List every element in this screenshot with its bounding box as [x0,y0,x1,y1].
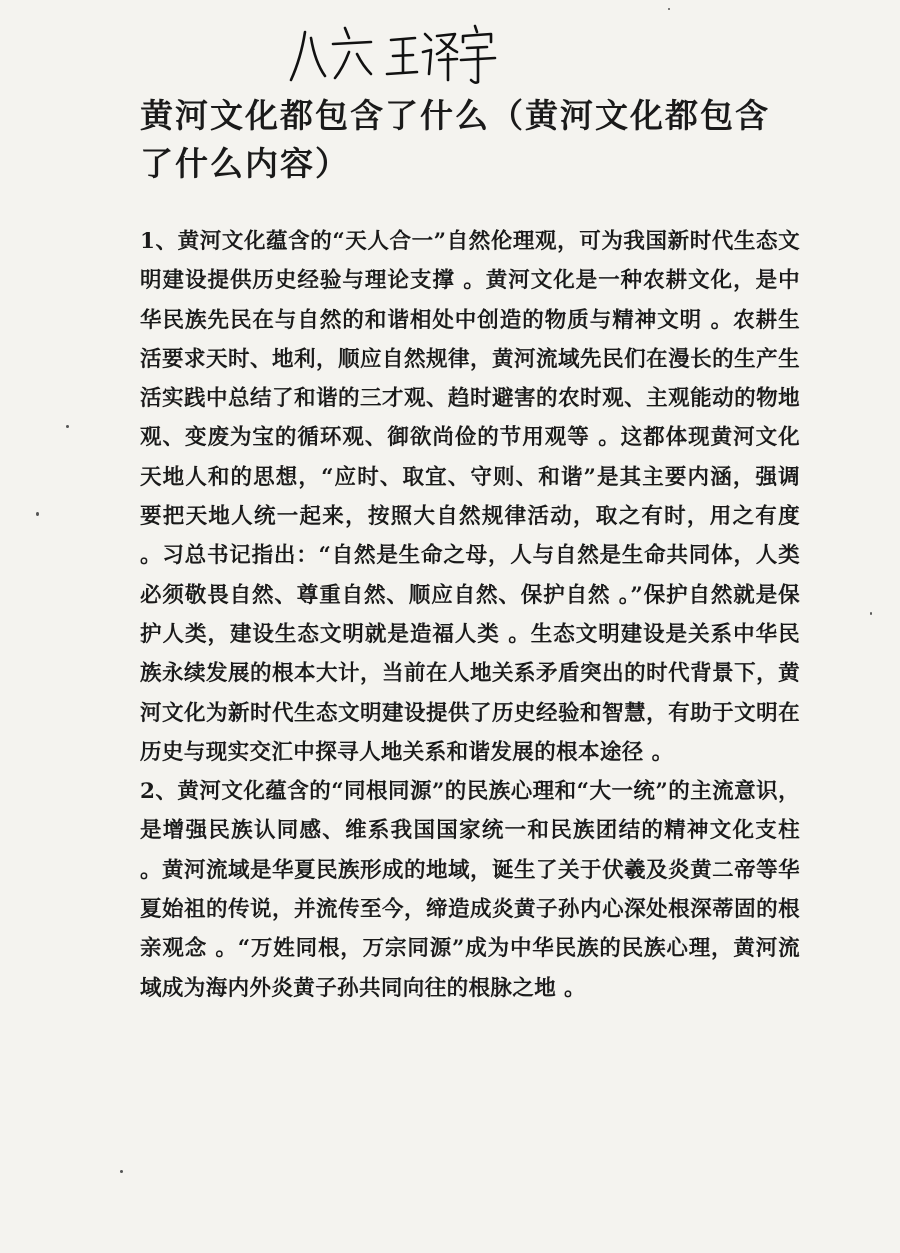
paragraph-2: 2、黄河文化蕴含的“同根同源”的民族心理和“大一统”的主流意识，是增强民族认同感、维系我国国家统一和民族团结的精神文化支柱 。黄河流域是华夏民族形成的地域，诞生了关于伏羲及炎黄二帝等华夏始祖的传说，并流传至今，缔造成炎黄子孙内心深处根深蒂固的根亲观念 。“万姓同根，万宗同源”成为中华民族的民族心理，黄河流域成为海内外炎黄子孙共同向往的根脉之地 。 [140,779,800,1001]
scan-speck [36,512,39,516]
scan-speck [66,425,69,428]
scan-speck [870,612,872,615]
paragraph-1: 1、黄河文化蕴含的“天人合一”自然伦理观，可为我国新时代生态文明建设提供历史经验与理论支撑 。黄河文化是一种农耕文化，是中华民族先民在与自然的和谐相处中创造的物质与精神文明 。农耕生活要求天时、地利，顺应自然规律，黄河流域先民们在漫长的生产生活实践中总结了和谐的三才观、趋时避害的农时观、主观能动的物地观、变废为宝的循环观、御欲尚俭的节用观等 。这都体现黄河文化天地人和的思想，“应时、取宜、守则、和谐”是其主要内涵，强调要把天地人统一起来，按照大自然规律活动，取之有时，用之有度 。习总书记指出：“自然是生命之母，人与自然是生命共同体，人类必须敬畏自然、尊重自然、顺应自然、保护自然 。”保护自然就是保护人类，建设生态文明就是造福人类 。生态文明建设是关系中华民族永续发展的根本大计，当前在人地关系矛盾突出的时代背景下，黄河文化为新时代生态文明建设提供了历史经验和智慧，有助于文明在历史与现实交汇中探寻人地关系和谐发展的根本途径 。 [140,229,800,765]
scan-speck [120,1170,123,1173]
scan-speck [668,8,670,10]
document-body [140,222,800,1008]
signature-strokes [285,18,505,88]
document-title: 黄河文化都包含了什么（黄河文化都包含了什么内容） [140,96,770,183]
handwritten-signature [285,18,505,88]
